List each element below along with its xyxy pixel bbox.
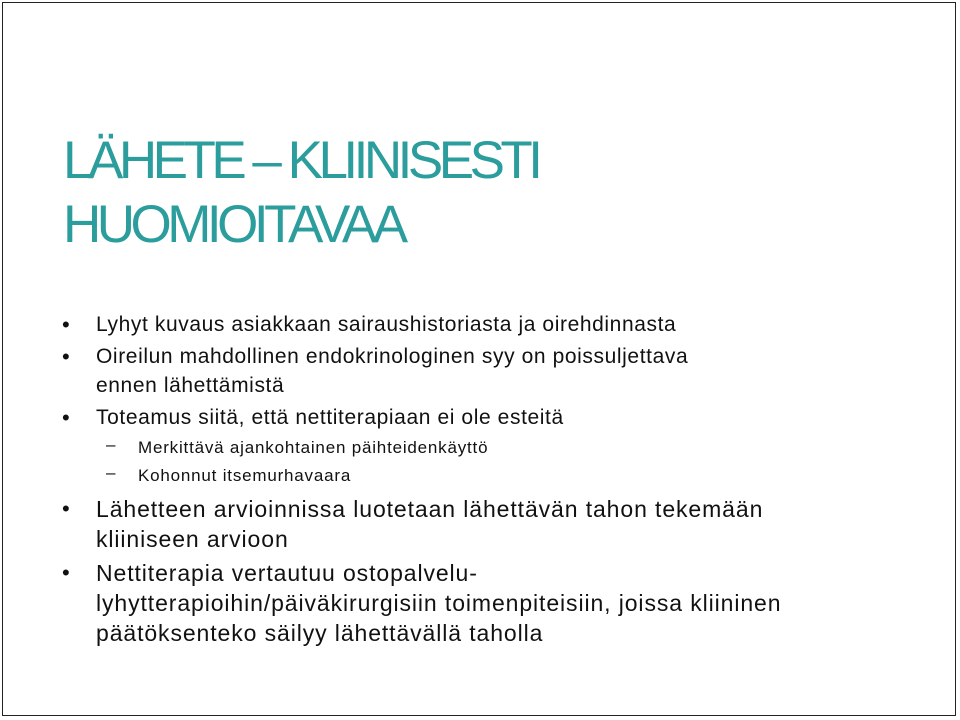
bullet-text: Nettiterapia vertautuu ostopalvelu- lyhytterapioihin/päiväkirurgisiin toimenpiteisiin, joissa kliininen päätöksenteko säilyy lähettävällä taholla — [96, 560, 782, 646]
slide-title-line-1: LÄHETE – KLIINISESTI — [63, 131, 539, 190]
bullet-text: Lyhyt kuvaus asiakkaan sairaushistoriasta ja oirehdinnasta — [96, 313, 677, 336]
bullet-text: Lähetteen arvioinnissa luotetaan lähettävän tahon tekemään kliiniseen arvioon — [96, 496, 764, 552]
bullet-item-2 — [62, 342, 902, 400]
bullet-dot-icon: • — [62, 496, 71, 521]
bullet-dot-icon: • — [62, 344, 71, 369]
sub-bullet-item-1 — [62, 435, 902, 461]
sub-bullet-text: Merkittävä ajankohtainen päihteidenkäyttö — [138, 438, 489, 457]
slide-title-line-2: HUOMIOITAVAA — [63, 195, 404, 254]
bullet-dot-icon: • — [62, 560, 71, 585]
dash-icon: – — [106, 463, 117, 482]
sub-bullet-text: Kohonnut itsemurhavaara — [138, 466, 352, 485]
bullet-dot-icon: • — [62, 405, 71, 430]
dash-icon: – — [106, 435, 117, 454]
slide-title — [63, 129, 883, 257]
bullet-item-5 — [62, 558, 902, 648]
sub-bullet-item-2 — [62, 463, 902, 489]
bullet-item-3 — [62, 403, 902, 432]
bullet-text: Oireilun mahdollinen endokrinologinen syy on poissuljettava ennen lähettämistä — [96, 345, 689, 397]
bullet-text: Toteamus siitä, että nettiterapiaan ei ole esteitä — [96, 406, 564, 429]
bullet-item-4 — [62, 494, 902, 554]
bullet-item-1 — [62, 310, 902, 339]
bullet-list — [62, 310, 902, 652]
bullet-dot-icon: • — [62, 312, 71, 337]
